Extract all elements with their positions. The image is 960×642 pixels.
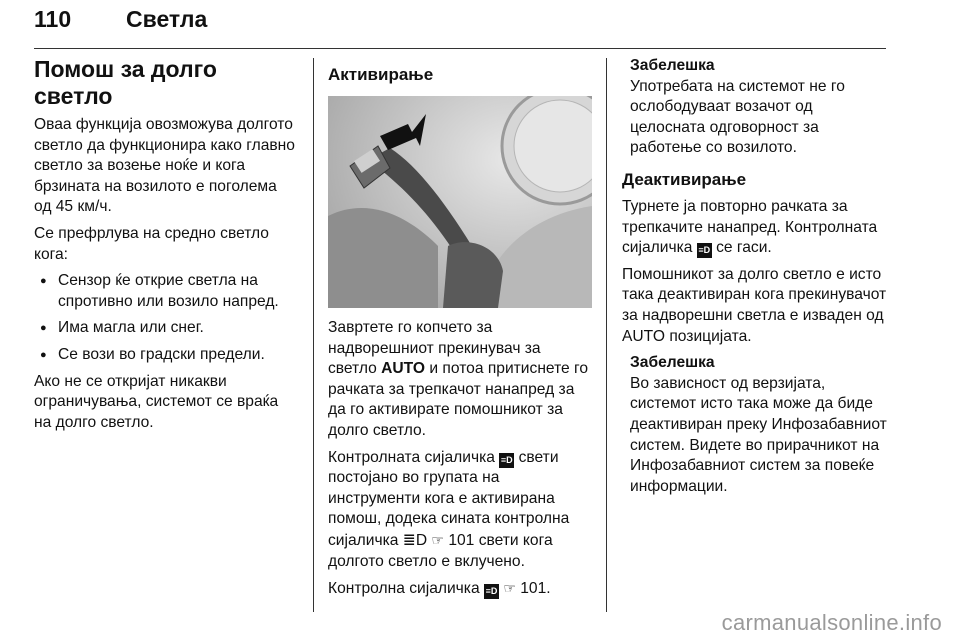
paragraph — [328, 448, 593, 573]
text-span: Контролна сијаличка — [328, 580, 484, 598]
page-reference: 101. — [520, 580, 551, 598]
column-divider-2 — [606, 58, 607, 612]
text-span: Турнете ја повторно рачката за трепкачите нанапред. Контролната сијаличка — [622, 197, 878, 257]
paragraph: Се префрлува на средно светло кога: — [34, 224, 269, 263]
text-span: Контролната сијаличка — [328, 448, 500, 466]
column-3 — [622, 56, 890, 503]
high-beam-icon: ≣D — [402, 531, 428, 549]
section-title: Светла — [126, 6, 208, 32]
page-number: 110 — [34, 6, 72, 32]
column-1 — [34, 56, 298, 439]
page-header — [34, 6, 886, 46]
stalk-photo-svg — [328, 96, 592, 308]
text-span: и потоа притиснете го рачката за трепкачот нанапред за да го активирате помошникот за долго светло. — [328, 360, 589, 439]
text-span: Завртете го копчето за надворешниот прекинувач за светло — [328, 319, 541, 378]
note-box — [622, 56, 890, 159]
high-beam-assist-icon: ≡D — [499, 453, 514, 468]
note-text: Во зависност од верзијата, системот исто така може да биде деактивиран преку Инфозабавниот систем. Видете во прирачникот на Инфозабавниот систем за повеќе информации. — [630, 374, 887, 495]
text-span: свети постојано во групата на инструменти кога е активирана помош, додека сината контролна сијаличка — [328, 448, 570, 549]
page-reference-icon: ☞ — [431, 531, 444, 548]
column-2 — [328, 64, 593, 606]
paragraph — [622, 197, 890, 259]
stalk-illustration — [328, 96, 592, 308]
page-reference: 101 — [448, 531, 475, 549]
text-span: свети кога долгото светло е вклучено. — [328, 531, 553, 570]
paragraph — [328, 318, 593, 442]
paragraph: Ако не се откријат никакви ограничувања, системот се враќа на долго светло. — [34, 372, 279, 431]
heading-high-beam-assist: Помош за долго светло — [34, 56, 217, 109]
note-text: Употребата на системот не го ослободуваат возачот од целосната одговорност за работење со возилото. — [630, 77, 845, 157]
list-item: ● Сензор ќе открие светла на спротивно или возило напред. — [34, 271, 298, 312]
note-title: Забелешка — [630, 354, 715, 372]
bullet-list — [34, 271, 298, 365]
note-title: Забелешка — [630, 57, 715, 74]
note-box — [622, 353, 890, 497]
heading-activation: Активирање — [328, 65, 434, 84]
paragraph: Помошникот за долго светло е исто така деактивиран кога прекинувачот за надворешни светла е изваден од AUTO позицијата. — [622, 265, 887, 345]
header-divider — [34, 48, 886, 49]
high-beam-assist-icon: ≡D — [484, 584, 499, 599]
list-item: ● Се вози во градски предели. — [34, 345, 298, 366]
paragraph — [328, 578, 593, 600]
watermark-text: carmanualsonline.info — [721, 610, 942, 635]
heading-deactivation: Деактивирање — [622, 169, 747, 189]
page-reference-icon: ☞ — [503, 580, 516, 597]
column-divider-1 — [313, 58, 314, 612]
high-beam-assist-icon: ≡D — [697, 243, 712, 258]
text-span: се гаси. — [711, 239, 772, 257]
list-item: ● Има магла или снег. — [34, 318, 298, 339]
paragraph: Оваа функција овозможува долгото светло да функционира како главно светло за возење ноќе и кога брзината на возилото е поголема од 45 км/ч. — [34, 116, 295, 216]
auto-label: AUTO — [381, 360, 426, 378]
